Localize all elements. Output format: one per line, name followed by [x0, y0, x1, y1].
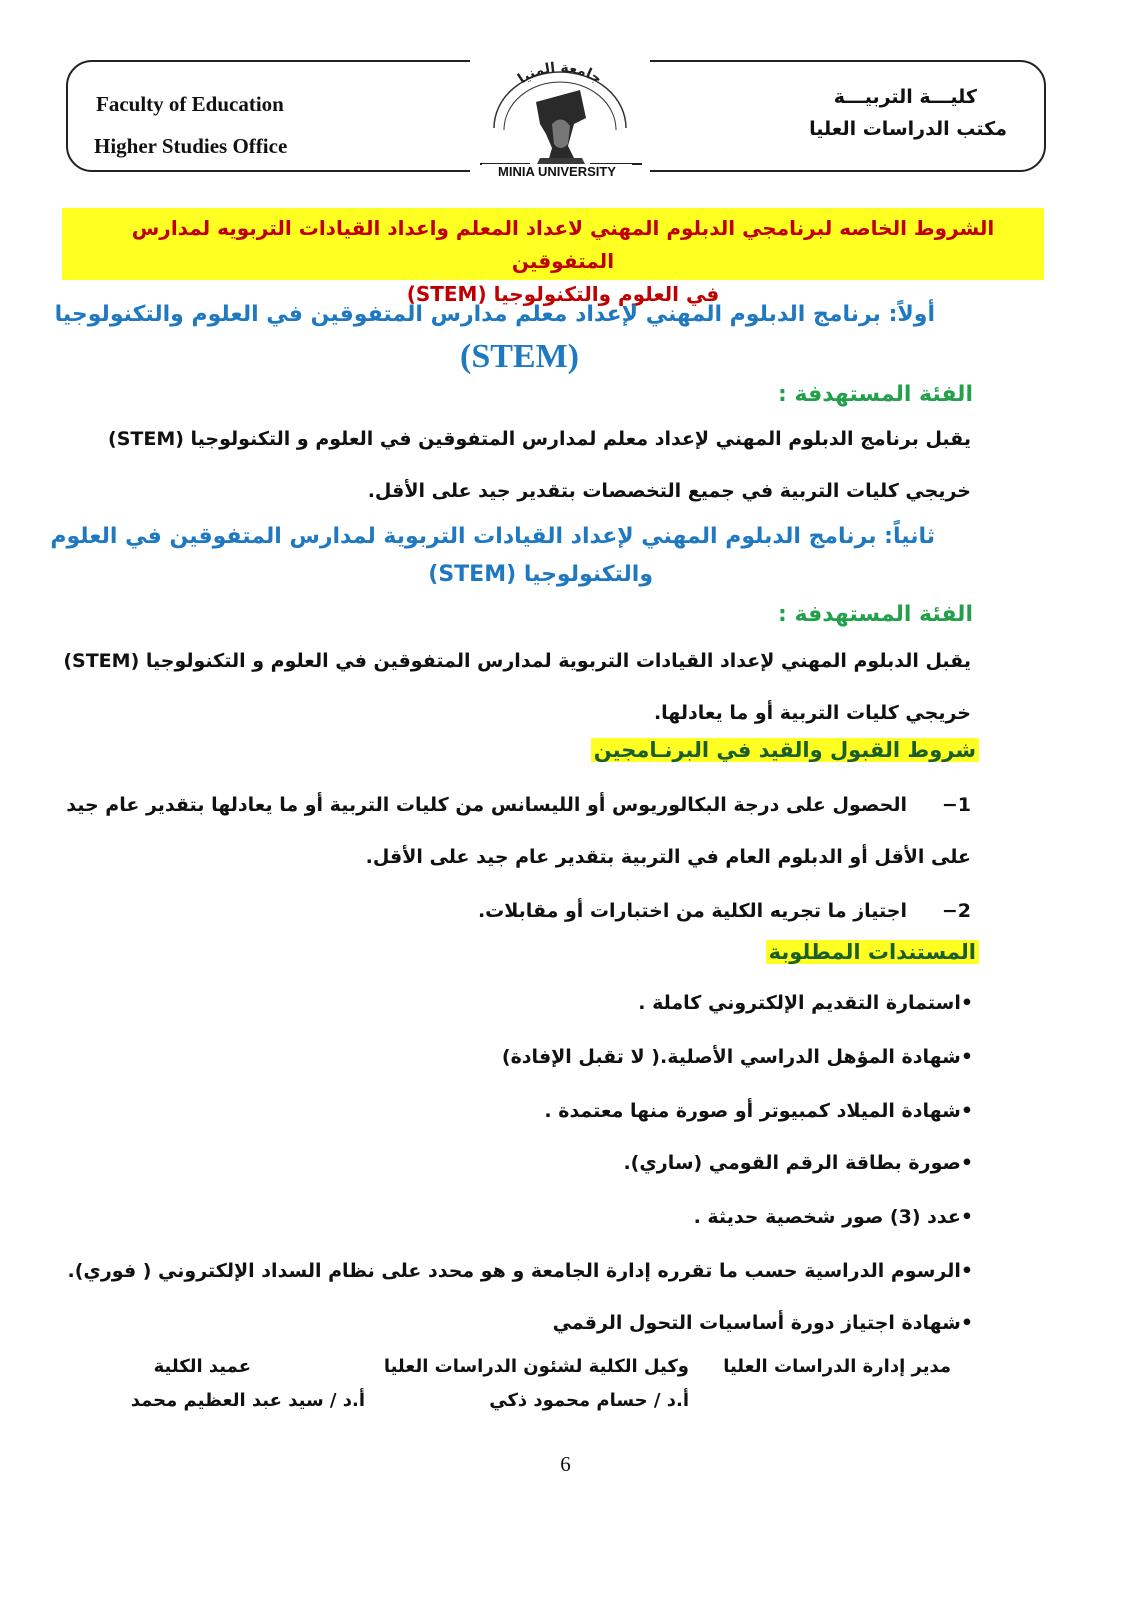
- svg-text:جامعة المنيا: [515, 60, 605, 87]
- signature-name-dean: أ.د / سيد عبد العظيم محمد: [130, 1390, 365, 1411]
- title-banner-text: [83, 212, 1043, 311]
- document-item: •عدد (3) صور شخصية حديثة .: [693, 1206, 973, 1228]
- logo-arc-text: جامعة المنيا: [515, 59, 605, 88]
- condition-item-1-line1: الحصول على درجة البكالوريوس أو الليسانس من كليات التربية أو ما يعادلها بتقدير عام جيد: [66, 794, 907, 816]
- conditions-heading-text: شروط القبول والقيد في البرنـامجين: [591, 738, 979, 762]
- signature-title-dean: عميد الكلية: [153, 1356, 251, 1377]
- condition-item-2-number: 2−: [941, 900, 971, 922]
- condition-item-2-text: اجتياز ما تجريه الكلية من اختبارات أو مقابلات.: [477, 900, 907, 922]
- title-line-2: في العلوم والتكنولوجيا (STEM): [406, 282, 720, 306]
- signature-title-vice-dean: وكيل الكلية لشئون الدراسات العليا: [383, 1356, 689, 1377]
- document-item: •صورة بطاقة الرقم القومي (ساري).: [623, 1152, 973, 1174]
- university-logo: [470, 54, 650, 182]
- documents-heading-text: المستندات المطلوبة: [766, 940, 979, 964]
- section1-stem: (STEM): [460, 338, 579, 375]
- document-item: •شهادة الميلاد كمبيوتر أو صورة منها معتمدة .: [544, 1100, 973, 1122]
- section2-heading-line2: والتكنولوجيا (STEM): [428, 562, 653, 587]
- section1-target-label: الفئة المستهدفة :: [778, 382, 973, 407]
- nefertiti-emblem: [470, 54, 650, 182]
- section1-body-line1: يقبل برنامج الدبلوم المهني لإعداد معلم لمدارس المتفوقين في العلوم و التكنولوجيا (STEM): [108, 428, 971, 450]
- page-number: 6: [560, 1452, 571, 1476]
- signature-name-vice-dean: أ.د / حسام محمود ذكي: [489, 1390, 689, 1411]
- section2-body-line1: يقبل الدبلوم المهني لإعداد القيادات التربوية لمدارس المتفوقين في العلوم و التكنولوجيا (STEM): [63, 650, 971, 672]
- document-item: •الرسوم الدراسية حسب ما تقرره إدارة الجامعة و هو محدد على نظام السداد الإلكتروني ( فوري).: [67, 1260, 973, 1282]
- condition-item-1-line2: على الأقل أو الدبلوم العام في التربية بتقدير عام جيد على الأقل.: [365, 846, 971, 868]
- faculty-name-ar: كليـــة التربيـــة: [833, 86, 977, 108]
- office-name-ar: مكتب الدراسات العليا: [809, 118, 1007, 140]
- conditions-heading: [591, 738, 979, 762]
- logo-caption: MINIA UNIVERSITY: [482, 164, 632, 179]
- section1-heading: أولاً: برنامج الدبلوم المهني لإعداد معلم مدارس المتفوقين في العلوم والتكنولوجيا: [54, 302, 935, 327]
- section1-body-line2: خريجي كليات التربية في جميع التخصصات بتقدير جيد على الأقل.: [367, 480, 971, 502]
- section2-heading: ثانياً: برنامج الدبلوم المهني لإعداد القيادات التربوية لمدارس المتفوقين في العلوم: [50, 524, 935, 549]
- condition-item-1-number: 1−: [941, 794, 971, 816]
- faculty-name-en: Faculty of Education: [96, 92, 284, 116]
- section2-target-label: الفئة المستهدفة :: [778, 602, 973, 627]
- documents-heading: [766, 940, 979, 964]
- office-name-en: Higher Studies Office: [94, 134, 288, 158]
- document-item: •شهادة اجتياز دورة أساسيات التحول الرقمي: [552, 1312, 973, 1334]
- document-item: •استمارة التقديم الإلكتروني كاملة .: [638, 992, 973, 1014]
- document-item: •شهادة المؤهل الدراسي الأصلية.( لا تقبل الإفادة): [501, 1046, 973, 1068]
- section2-body-line2: خريجي كليات التربية أو ما يعادلها.: [653, 702, 971, 724]
- title-line-1: الشروط الخاصه لبرنامجي الدبلوم المهني لاعداد المعلم واعداد القيادات التربويه لمدارس المتفوقين: [131, 216, 995, 273]
- signature-title-postgrad-director: مدير إدارة الدراسات العليا: [723, 1356, 951, 1377]
